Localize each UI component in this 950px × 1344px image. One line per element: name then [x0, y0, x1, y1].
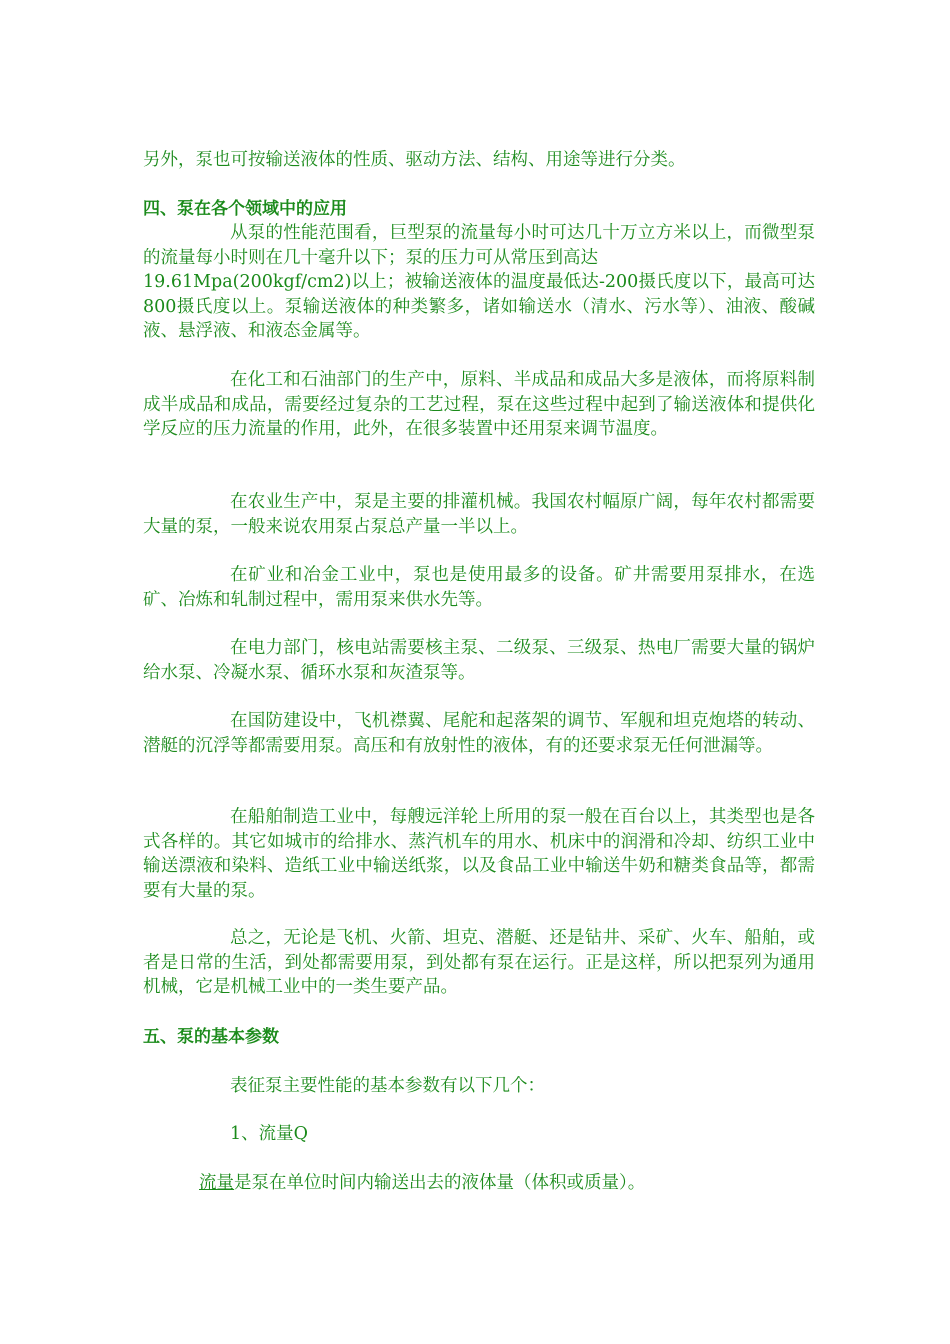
- paragraph-basic-params: 表征泵主要性能的基本参数有以下几个：: [230, 1076, 545, 1096]
- paragraph-shipbuilding: 在船舶制造工业中，每艘远洋轮上所用的泵一般在百台以上，其类型也是各式各样的。其它如城市的给排水、蒸汽机车的用水、机床中的润滑和冷却、纺织工业中输送漂液和染料、造纸工业中输送纸浆，以及食品工业中输送牛奶和糖类食品等，都需要有大量的泵。: [143, 807, 815, 901]
- paragraph-flow-q: 1、流量Q: [230, 1124, 308, 1144]
- flow-link[interactable]: 流量: [199, 1173, 234, 1193]
- flow-definition-text: 是泵在单位时间内输送出去的液体量（体积或质量）。: [234, 1173, 646, 1193]
- paragraph-classification: 另外，泵也可按输送液体的性质、驱动方法、结构、用途等进行分类。: [143, 150, 686, 170]
- paragraph-power: 在电力部门，核电站需要核主泵、二级泵、三级泵、热电厂需要大量的锅炉给水泵、冷凝水泵、循环水泵和灰渣泵等。: [143, 638, 815, 683]
- section-heading-5: 五、泵的基本参数: [143, 1027, 279, 1047]
- paragraph-flow-definition: [199, 1171, 815, 1196]
- paragraph-mining-metallurgy: 在矿业和冶金工业中，泵也是使用最多的设备。矿井需要用泵排水，在选矿、冶炼和轧制过程中，需用泵来供水先等。: [143, 565, 815, 610]
- paragraph-agriculture: 在农业生产中，泵是主要的排灌机械。我国农村幅原广阔，每年农村都需要大量的泵，一般来说农用泵占泵总产量一半以上。: [143, 492, 815, 537]
- paragraph-performance-range-part1: 从泵的性能范围看，巨型泵的流量每小时可达几十万立方米以上，而微型泵的流量每小时则在几十毫升以下；泵的压力可从常压到高达: [143, 223, 815, 268]
- paragraph-performance-range-cont: 19.61Mpa(200kgf/cm2)以上；被输送液体的温度最低达-200摄氏度以下，最高可达800摄氏度以上。泵输送液体的种类繁多，诸如输送水（清水、污水等）、油液、酸碱液、悬浮液、和液态金属等。: [143, 272, 815, 341]
- paragraph-chemical-petroleum: 在化工和石油部门的生产中，原料、半成品和成品大多是液体，而将原料制成半成品和成品，需要经过复杂的工艺过程，泵在这些过程中起到了输送液体和提供化学反应的压力流量的作用，此外，在很多装置中还用泵来调节温度。: [143, 370, 815, 439]
- paragraph-summary: 总之，无论是飞机、火箭、坦克、潜艇、还是钻井、采矿、火车、船舶，或者是日常的生活，到处都需要用泵，到处都有泵在运行。正是这样，所以把泵列为通用机械，它是机械工业中的一类生要产品。: [143, 928, 815, 997]
- paragraph-performance-range: [143, 221, 815, 270]
- section-heading-4: 四、泵在各个领域中的应用: [143, 199, 347, 219]
- paragraph-defense: 在国防建设中，飞机襟翼、尾舵和起落架的调节、军舰和坦克炮塔的转动、潜艇的沉浮等都需要用泵。高压和有放射性的液体，有的还要求泵无任何泄漏等。: [143, 711, 815, 756]
